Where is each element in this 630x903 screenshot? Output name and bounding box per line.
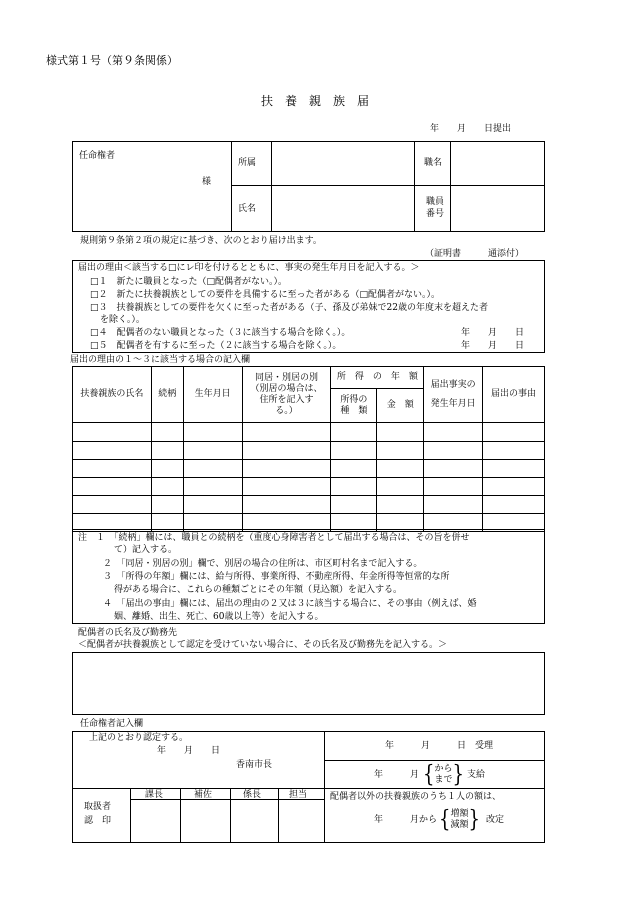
from-to-stack: から まで [434,764,453,785]
role-assistant: 補佐 [194,790,213,800]
spouse-heading: 配偶者の氏名及び勤務先 [78,628,178,638]
approver-label-1: 取扱者 [84,802,112,812]
job-title-field[interactable] [452,143,544,184]
certify-text: 上記のとおり認定する。 [89,733,189,743]
col-income-type: 所得の 種 類 [331,389,377,423]
reason-2[interactable]: □２ 新たに扶養親族としての要件を具備するに至った者がある（□配偶者がない。）。 [90,290,441,300]
staff-no-field[interactable] [452,187,544,231]
note-3: ３ 「所得の年額」欄には、給与所得、事業所得、不動産所得、年金所得等恒常的な所 [103,572,450,582]
table-caption: 届出の理由の１～３に該当する場合の記入欄 [70,355,251,365]
staff-no-label-1: 職員 [426,197,445,207]
table-row[interactable] [73,460,545,478]
seal-staff[interactable] [280,801,323,842]
role-staff: 担当 [289,790,308,800]
col-relation: 続柄 [151,367,183,423]
reasons-heading: 届出の理由＜該当する□にレ印を付けるとともに、事実の発生年月日を記入する。＞ [78,263,420,273]
dept-label: 所属 [238,158,257,168]
reason-1[interactable]: □１ 新たに職員となった（□配偶者がない。）。 [90,277,288,287]
form-title: 扶 養 親 族 届 [260,94,369,108]
name-label: 氏名 [238,204,257,214]
job-title-label: 職名 [424,158,443,168]
staff-no-label-2: 番号 [426,209,445,219]
increase-decrease-stack: 増額 減額 [450,809,469,830]
approver-label-2: 認 印 [84,816,112,826]
right-brace: } [452,760,464,788]
dept-field[interactable] [273,143,413,184]
col-annual-income: 所 得 の 年 額 [331,367,424,389]
received-date[interactable]: 年 月 日 受理 [385,741,494,751]
role-section-chief: 課長 [145,790,164,800]
spouse-field[interactable] [72,652,545,715]
reason-5-date[interactable]: 年 月 日 [461,341,525,351]
seal-assistant[interactable] [182,801,229,842]
note-3-cont: 得がある場合に、これらの種類ごとにその年額（見込額）を記入する。 [114,585,403,595]
name-field[interactable] [273,187,413,231]
form-number: 様式第１号（第９条関係） [46,54,178,67]
col-income-amount: 金 額 [377,389,424,423]
appointer-label: 任命権者 [79,151,116,161]
honorific: 様 [202,177,212,187]
col-birthdate: 生年月日 [183,367,242,423]
table-row[interactable] [73,442,545,460]
role-subsection-chief: 係長 [243,790,262,800]
table-row[interactable] [73,496,545,514]
certify-date[interactable]: 年 月 日 [157,746,221,756]
reason-3-cont: を除く。）。 [100,315,145,325]
table-row[interactable] [73,423,545,442]
left-brace: { [439,805,451,833]
col-cohabitation: 同居・別居の別 （別居の場合は、 住所を記入す る。） [242,367,331,423]
revision-line[interactable]: 年 月から { 増額 減額 } 改定 [374,805,504,833]
dependents-table [72,366,545,532]
reason-5[interactable]: □５ 配偶者を有するに至った（２に該当する場合を除く。）。 [90,341,342,351]
other-dependents-text: 配偶者以外の扶養親族のうち１人の額は、 [330,792,502,802]
appointer-section-heading: 任命権者記入欄 [80,719,144,729]
payment-period[interactable]: 年 月 { から まで } 支給 [374,760,485,788]
reason-3[interactable]: □３ 扶養親族としての要件を欠くに至った者がある（子、孫及び弟妹で22歳の年度末を超えた者 [90,303,488,313]
reason-4-date[interactable]: 年 月 日 [461,328,525,338]
seal-subsection-chief[interactable] [232,801,277,842]
note-4: ４ 「届出の事由」欄には、届出の理由の２又は３に該当する場合に、その事由（例えば、婚 [103,599,477,609]
col-fact-date: 届出事実の 発生年月日 [424,367,483,423]
attachment-count: （証明書 通添付） [425,249,525,259]
intro-text: 規則第９条第２項の規定に基づき、次のとおり届け出ます。 [80,236,322,246]
note-1: 注 １ 「続柄」欄には、職員との続柄を（重度心身障害者として届出する場合は、その旨を併せ [78,533,470,543]
mayor-label: 香南市長 [236,760,273,770]
note-2: ２ 「同居・別居の別」欄で、別居の場合の住所は、市区町村名まで記入する。 [103,559,423,569]
left-brace: { [423,760,435,788]
table-row[interactable] [73,478,545,496]
spouse-instruction: ＜配偶者が扶養親族として認定を受けていない場合に、その氏名及び勤務先を記入する。＞ [78,640,448,650]
note-1-cont: て）記入する。 [114,545,178,555]
seal-section-chief[interactable] [132,801,179,842]
reason-4[interactable]: □４ 配偶者のない職員となった（３に該当する場合を除く。）。 [90,328,351,338]
col-dependent-name: 扶養親族の氏名 [73,367,152,423]
right-brace: } [468,805,480,833]
col-reason: 届出の事由 [483,367,545,423]
note-4-cont: 姻、離婚、出生、死亡、60歳以上等）を記入する。 [114,612,324,622]
submission-date[interactable]: 年 月 日提出 [430,124,512,134]
